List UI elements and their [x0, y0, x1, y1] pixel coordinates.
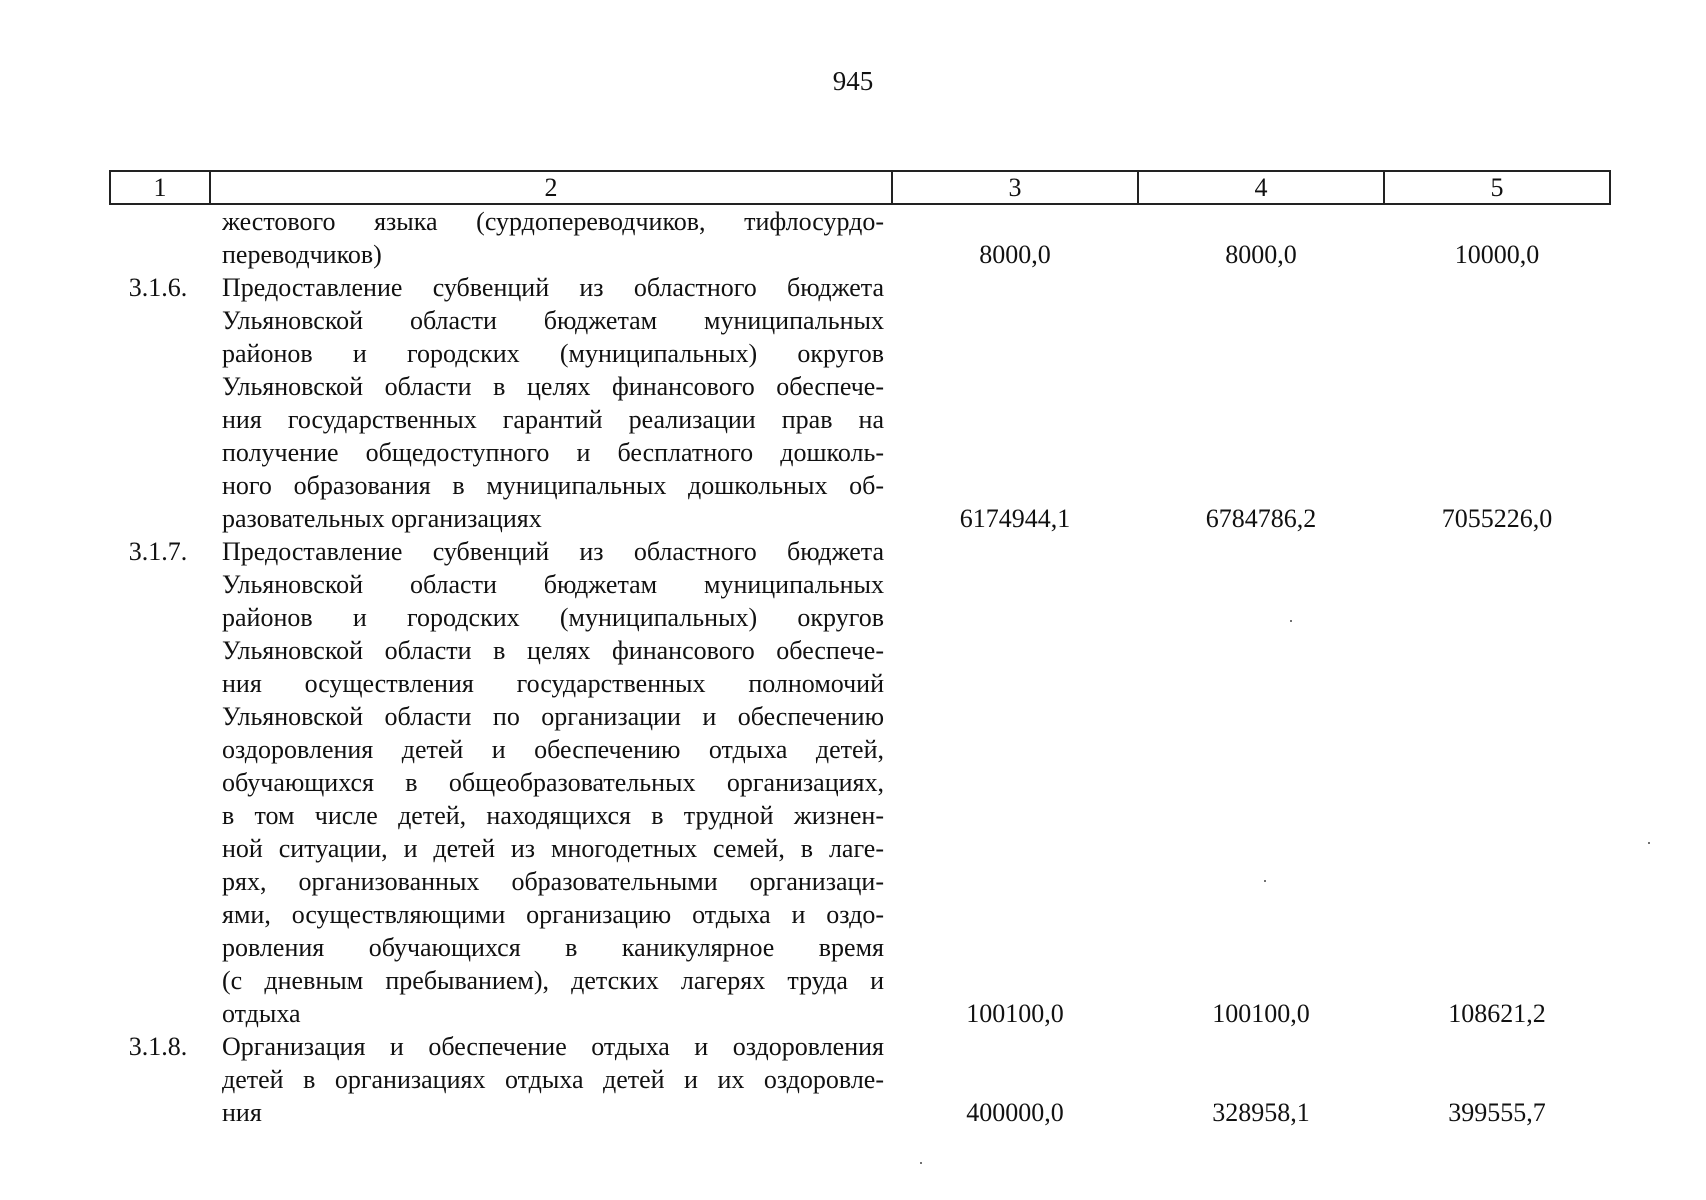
- row-description: [210, 204, 892, 271]
- row-description: [210, 271, 892, 535]
- budget-table: [109, 170, 1611, 1129]
- row-value-v4: 100100,0: [1212, 999, 1310, 1028]
- table-row: [110, 535, 1610, 1030]
- table-row: [110, 204, 1610, 271]
- row-description: [210, 535, 892, 1030]
- row-number: 3.1.8.: [128, 1032, 188, 1061]
- description-line: разовательных организациях: [222, 504, 542, 533]
- row-value-v5: 10000,0: [1454, 240, 1540, 269]
- column-header-4: 4: [1138, 171, 1384, 204]
- table-header-row: [110, 171, 1610, 204]
- column-header-2: 2: [210, 171, 892, 204]
- description-line: Ульяновской области по организации и обеспечению: [222, 702, 884, 731]
- description-line: Ульяновской области в целях финансового обеспече-: [222, 636, 884, 665]
- description-line: районов и городских (муниципальных) округов: [222, 339, 884, 368]
- scan-speck: [920, 1162, 922, 1164]
- description-line: Организация и обеспечение отдыха и оздоровления: [222, 1032, 884, 1061]
- row-value-v3: 8000,0: [979, 240, 1051, 269]
- scan-speck: [1264, 880, 1266, 882]
- row-number: 3.1.6.: [128, 273, 188, 302]
- description-line: Предоставление субвенций из областного бюджета: [222, 537, 884, 566]
- description-line: ния государственных гарантий реализации прав на: [222, 405, 884, 434]
- row-value-v5: 399555,7: [1448, 1098, 1546, 1127]
- description-line: в том числе детей, находящихся в трудной жизнен-: [222, 801, 884, 830]
- row-value-v4: 6784786,2: [1205, 504, 1317, 533]
- description-line: обучающихся в общеобразовательных организациях,: [222, 768, 884, 797]
- column-header-3: 3: [892, 171, 1138, 204]
- row-value-v3: 100100,0: [966, 999, 1064, 1028]
- scan-speck: [1648, 842, 1650, 844]
- row-value-v5: 108621,2: [1448, 999, 1546, 1028]
- description-line: Ульяновской области бюджетам муниципальных: [222, 570, 884, 599]
- table-row: [110, 1030, 1610, 1129]
- description-line: ного образования в муниципальных дошкольных об-: [222, 471, 884, 500]
- row-value-v4: 328958,1: [1212, 1098, 1310, 1127]
- scan-speck: [1290, 620, 1292, 622]
- description-line: Предоставление субвенций из областного бюджета: [222, 273, 884, 302]
- row-description: [210, 1030, 892, 1129]
- row-value-v3: 400000,0: [966, 1098, 1064, 1127]
- description-line: ровления обучающихся в каникулярное время: [222, 933, 884, 962]
- description-line: ной ситуации, и детей из многодетных семей, в лаге-: [222, 834, 884, 863]
- description-line: получение общедоступного и бесплатного дошколь-: [222, 438, 884, 467]
- description-line: отдыха: [222, 999, 301, 1028]
- table-row: [110, 271, 1610, 535]
- description-line: переводчиков): [222, 240, 382, 269]
- row-value-v3: 6174944,1: [959, 504, 1071, 533]
- description-line: Ульяновской области в целях финансового обеспече-: [222, 372, 884, 401]
- row-number: 3.1.7.: [128, 537, 188, 566]
- column-header-5: 5: [1384, 171, 1610, 204]
- row-value-v5: 7055226,0: [1441, 504, 1553, 533]
- description-line: Ульяновской области бюджетам муниципальных: [222, 306, 884, 335]
- description-line: ями, осуществляющими организацию отдыха и оздо-: [222, 900, 884, 929]
- description-line: (с дневным пребыванием), детских лагерях труда и: [222, 966, 884, 995]
- description-line: районов и городских (муниципальных) округов: [222, 603, 884, 632]
- description-line: оздоровления детей и обеспечению отдыха детей,: [222, 735, 884, 764]
- row-number: [110, 204, 210, 271]
- row-value-v4: 8000,0: [1225, 240, 1297, 269]
- page-number: 945: [832, 66, 874, 96]
- description-line: рях, организованных образовательными организаци-: [222, 867, 884, 896]
- description-line: детей в организациях отдыха детей и их оздоровле-: [222, 1065, 884, 1094]
- description-line: ния осуществления государственных полномочий: [222, 669, 884, 698]
- column-header-1: 1: [110, 171, 210, 204]
- description-line: жестового языка (сурдопереводчиков, тифлосурдо-: [222, 207, 884, 236]
- description-line: ния: [222, 1098, 262, 1127]
- table-body: [110, 204, 1610, 1129]
